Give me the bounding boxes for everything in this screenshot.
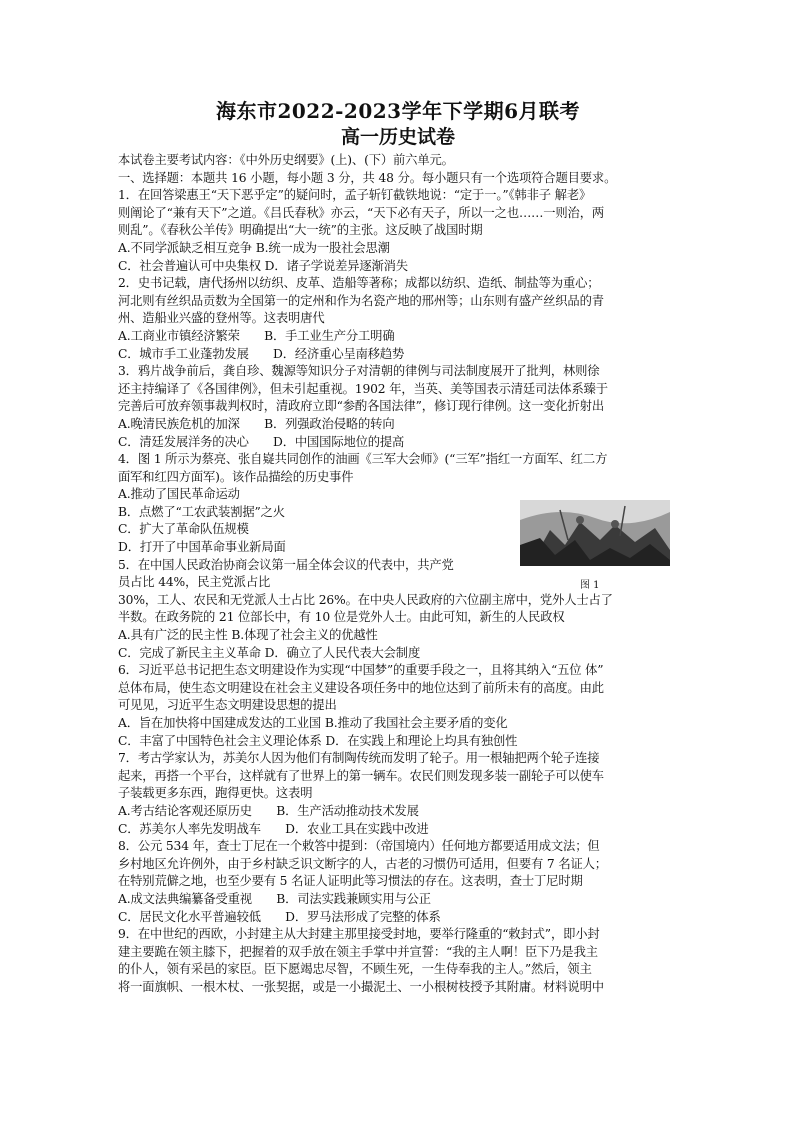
text-line: 可见见，习近平生态文明建设思想的提出 [118,698,337,713]
text-line: 6．习近平总书记把生态文明建设作为实现“中国梦”的重要手段之一，且将其纳入“五位 体” [118,663,604,678]
text-line: 建主要跪在领主膝下，把握着的双手放在领主手掌中并宣誓：“我的主人啊！臣下乃是我主 [118,944,598,959]
text-line: 在特别荒僻之地，也至少要有 5 名证人证明此等习惯法的存在。这表明，查士丁尼时期 [118,874,583,889]
exam-title: 海东市2022-2023学年下学期6月联考 [215,99,581,123]
text-line: A.不同学派缺乏相互竞争 B.统一成为一股社会思潮 [118,240,390,255]
text-line: 则乱”。《春秋公羊传》明确提出“大一统”的主张。这反映了战国时期 [118,223,483,238]
painting-figure [520,500,670,566]
text-line: 完善后可放弃领事裁判权时，清政府立即“参酌各国法律”，修订现行律例。这一变化折射出 [118,399,605,414]
text-line: C．完成了新民主主义革命 D．确立了人民代表大会制度 [118,645,421,660]
text-line: A．旨在加快将中国建成发达的工业国 B.推动了我国社会主要矛盾的变化 [118,716,508,730]
text-line: D．打开了中国革命事业新局面 [118,540,286,555]
text-line: 还主持编译了《各国律例》，但未引起重视。1902 年，当英、美等国表示清廷司法体系臻于 [118,381,608,396]
text-line: 总体布局，使生态文明建设在社会主义建设各项任务中的地位达到了前所未有的高度。由此 [118,680,604,695]
text-line: 乡村地区允许例外，由于乡村缺乏识文断字的人，古老的习惯仍可适用，但要有 7 名证人； [118,856,607,871]
text-line: 1．在回答梁惠王“天下恶乎定”的疑问时，孟子斩钉截铁地说：“定于一。”《韩非子 解老》 [118,188,592,203]
text-line: 7．考古学家认为，苏美尔人因为他们有制陶传统而发明了轮子。用一根轴把两个轮子连接 [118,751,600,766]
text-line: 一、选择题：本题共 16 小题，每小题 3 分，共 48 分。每小题只有一个选项符合题目要求。 [118,170,617,185]
text-line: C．城市手工业蓬勃发展 D．经济重心呈南移趋势 [118,346,405,361]
text-line: 8．公元 534 年，查士丁尼在一个敕答中提到：（帝国境内）任何地方都要适用成文法；但 [118,839,600,854]
text-line: C．扩大了革命队伍规模 [118,522,249,537]
exam-subtitle: 高一历史试卷 [340,126,455,148]
text-line: 3．鸦片战争前后，龚自珍、魏源等知识分子对清朝的律例与司法制度展开了批判，林则徐 [118,364,600,379]
text-line: C．居民文化水平普遍较低 D．罗马法形成了完整的体系 [118,909,441,924]
figure-caption: 图 1 [580,580,600,591]
text-line: 员占比 44%，民主党派占比 [118,575,271,590]
text-line: 9．在中世纪的西欧，小封建主从大封建主那里接受封地，要举行隆重的“敕封式”，即小封 [118,927,600,942]
text-line: C．社会普遍认可中央集权 D．诸子学说差异逐渐消失 [118,258,408,273]
text-line: 半数。在政务院的 21 位部长中，有 10 位是党外人士。由此可知，新生的人民政权 [118,610,565,625]
text-line: C．苏美尔人率先发明战车 D．农业工具在实践中改进 [118,821,429,836]
text-line: B．点燃了“工农武装割据”之火 [118,504,285,519]
text-line: A.成文法典编纂备受重视 B．司法实践兼顾实用与公正 [118,891,431,906]
text-line: 30%，工人、农民和无党派人士占比 26%。在中央人民政府的六位副主席中，党外人士占了 [118,592,613,607]
text-line: C．清廷发展洋务的决心 D．中国国际地位的提高 [118,434,405,449]
painting-image [520,500,670,566]
text-line: 起来，再搭一个平台，这样就有了世界上的第一辆车。农民们则发现多装一副轮子可以使车 [118,768,604,783]
text-line: A.晚清民族危机的加深 B．列强政治侵略的转向 [118,416,395,431]
text-line: A.具有广泛的民主性 B.体现了社会主义的优越性 [118,628,378,643]
text-line: A.推动了国民革命运动 [118,487,240,502]
text-line: 河北则有丝织品贡数为全国第一的定州和作为名瓷产地的邢州等；山东则有盛产丝织品的青 [118,293,604,308]
text-line: A.考古结论客观还原历史 B．生产活动推动技术发展 [118,803,419,818]
exam-body [118,152,678,997]
text-line: 州、造船业兴盛的登州等。这表明唐代 [118,311,325,326]
text-line: 5．在中国人民政治协商会议第一届全体会议的代表中，共产党 [118,557,454,572]
text-line: A.工商业市镇经济繁荣 B．手工业生产分工明确 [118,328,395,343]
text-line: 子装载更多东西，跑得更快。这表明 [118,786,313,801]
text-line: C．丰富了中国特色社会主义理论体系 D．在实践上和理论上均具有独创性 [118,733,518,748]
text-line: 将一面旗帜、一根木杖、一张契据，或是一小撮泥土、一小根树枝授予其附庸。材料说明中 [118,979,604,994]
text-line: 本试卷主要考试内容：《中外历史纲要》(上)、(下）前六单元。 [118,153,454,167]
text-line: 则阐论了“兼有天下”之道。《吕氏春秋》亦云，“天下必有天子，所以一之也……一则治，两 [118,205,604,220]
text-line: 面军和红四方面军)。该作品描绘的历史事件 [118,469,354,484]
text-line: 2．史书记载，唐代扬州以纺织、皮革、造船等著称；成都以纺织、造纸、制盐等为重心； [118,276,600,291]
text-line: 4．图 1 所示为蔡亮、张自嶷共同创作的油画《三军大会师》(“三军”指红一方面军、红二方 [118,452,608,467]
text-line: 的仆人，领有采邑的家臣。臣下愿竭忠尽智，不顾生死，一生侍奉我的主人。”然后，领主 [118,962,592,977]
